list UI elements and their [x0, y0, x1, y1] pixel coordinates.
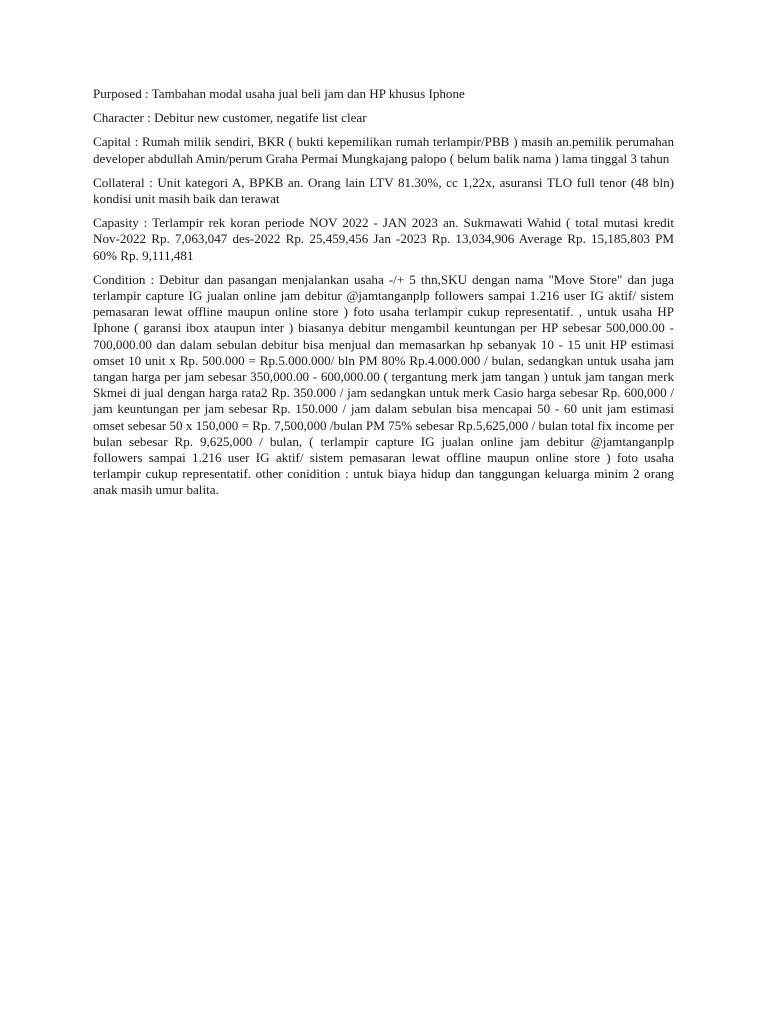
document-page: [93, 86, 674, 507]
paragraph-capasity: Capasity : Terlampir rek koran periode NOV 2022 - JAN 2023 an. Sukmawati Wahid ( total mutasi kredit Nov-2022 Rp. 7,063,047 des-2022 Rp. 25,459,456 Jan -2023 Rp. 13,034,906 Average Rp. 15,185,803 PM 60% Rp. 9,111,481: [93, 215, 674, 263]
paragraph-purposed: Purposed : Tambahan modal usaha jual beli jam dan HP khusus Iphone: [93, 86, 465, 101]
paragraph-capital: Capital : Rumah milik sendiri, BKR ( bukti kepemilikan rumah terlampir/PBB ) masih an.pemilik perumahan developer abdullah Amin/perum Graha Permai Mungkajang palopo ( belum balik nama ) lama tinggal 3 tahun: [93, 134, 674, 166]
paragraph-collateral: Collateral : Unit kategori A, BPKB an. Orang lain LTV 81.30%, cc 1,22x, asuransi TLO full tenor (48 bln) kondisi unit masih baik dan terawat: [93, 174, 674, 207]
paragraph-character: Character : Debitur new customer, negatife list clear: [93, 110, 367, 126]
paragraph-condition: Condition : Debitur dan pasangan menjalankan usaha -/+ 5 thn,SKU dengan nama "Move Store" dan juga terlampir capture IG jualan online jam debitur @jamtanganplp followers sampai 1.216 user IG aktif/ sistem pemasaran lewat offline maupun online store ) foto usaha terlampir cukup representatif. , untuk usaha HP Iphone ( garansi ibox ataupun inter ) biasanya debitur mengambil keuntungan per HP sebesar 500,000.00 - 700,000.00 dan dalam sebulan debitur bisa menjual dan memasarkan hp sebanyak 10 - 15 unit HP estimasi omset 10 unit x Rp. 500.000 = Rp.5.000.000/ bln PM 80% Rp.4.000.000 / bulan, sedangkan untuk usaha jam tangan harga per jam sebesar 350,000.00 - 600,000.00 ( tergantung merk jam tangan ) untuk jam tangan merk Skmei di jual dengan harga rata2 Rp. 350.000 / jam sedangkan untuk merk Casio harga sebesar Rp. 600,000 / jam keuntungan per jam sebesar Rp. 150.000 / jam dalam sebulan bisa mencapai 50 - 60 unit jam estimasi omset sebesar 50 x 150,000 = Rp. 7,500,000 /bulan PM 75% sebesar Rp.5,625,000 / bulan total fix income per bulan sebesar Rp. 9,625,000 / bulan, ( terlampir capture IG jualan online jam debitur @jamtanganplp followers sampai 1.216 user IG aktif/ sistem pemasaran lewat offline maupun online store ) foto usaha terlampir cukup representatif. other conidition : untuk biaya hidup dan tanggungan keluarga minim 2 orang anak masih umur balita.: [93, 271, 674, 498]
